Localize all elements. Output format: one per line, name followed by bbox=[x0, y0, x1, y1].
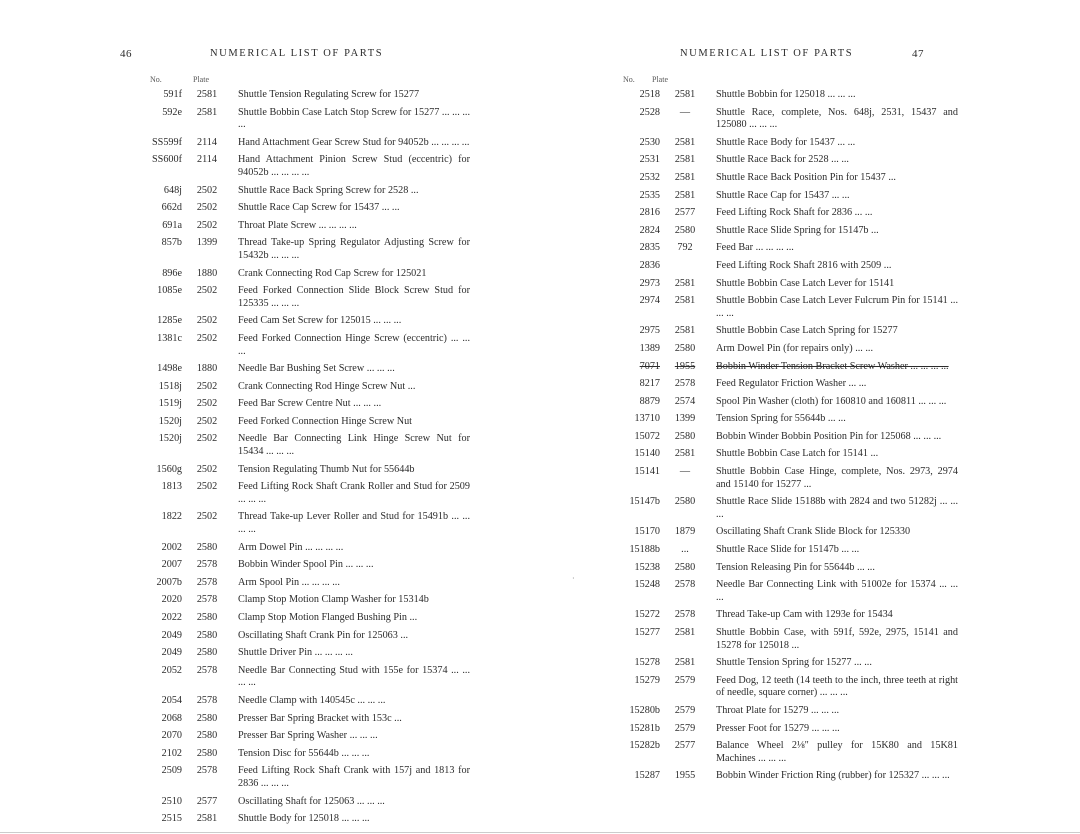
bottom-rule bbox=[0, 832, 1080, 833]
part-number: 15281b bbox=[629, 722, 660, 734]
part-number: 8879 bbox=[639, 395, 660, 407]
part-description: Presser Bar Spring Washer ... ... ... bbox=[238, 730, 378, 742]
part-row bbox=[608, 627, 958, 652]
part-row bbox=[608, 89, 958, 102]
part-number: 2020 bbox=[161, 594, 182, 606]
part-number: 591f bbox=[163, 89, 182, 100]
part-description: Shuttle Body for 125018 ... ... ... bbox=[238, 813, 370, 825]
part-number: 2007 bbox=[161, 559, 182, 571]
part-number: 1389 bbox=[639, 342, 660, 354]
part-number: 15279 bbox=[634, 674, 660, 686]
plate-number: — bbox=[679, 106, 691, 118]
part-number: 1520j bbox=[158, 433, 182, 445]
plate-number: 2578 bbox=[674, 378, 696, 390]
plate-number: 2580 bbox=[674, 496, 696, 508]
part-number: 15140 bbox=[634, 448, 660, 460]
part-row bbox=[130, 268, 470, 281]
part-description: Arm Dowel Pin ... ... ... ... bbox=[238, 541, 344, 553]
part-row bbox=[608, 225, 958, 238]
part-row bbox=[608, 496, 958, 521]
plate-number: 1399 bbox=[196, 237, 218, 249]
part-number: 2518 bbox=[639, 89, 660, 100]
part-row bbox=[130, 695, 470, 708]
part-row bbox=[608, 723, 958, 736]
part-row bbox=[130, 220, 470, 233]
plate-number: 2114 bbox=[197, 154, 217, 166]
plate-number: 1879 bbox=[674, 526, 696, 538]
plate-number: 2581 bbox=[674, 89, 696, 100]
part-description: Oscillating Shaft for 125063 ... ... ... bbox=[238, 795, 385, 807]
part-row bbox=[608, 190, 958, 203]
part-row bbox=[608, 107, 958, 132]
part-number: 2068 bbox=[161, 712, 182, 724]
left-col-no-heading: No. bbox=[150, 75, 162, 84]
part-row bbox=[130, 647, 470, 660]
plate-number: 2580 bbox=[674, 342, 696, 354]
right-page-number: 47 bbox=[912, 48, 924, 60]
plate-number: 1880 bbox=[196, 363, 218, 375]
part-number: 2528 bbox=[639, 106, 660, 118]
plate-number: 2579 bbox=[674, 674, 696, 686]
plate-number: 1399 bbox=[674, 413, 696, 425]
plate-number: 2578 bbox=[196, 694, 218, 706]
part-row bbox=[608, 172, 958, 185]
part-row bbox=[608, 657, 958, 670]
part-description: Presser Foot for 15279 ... ... ... bbox=[716, 722, 840, 734]
plate-number: 2574 bbox=[674, 395, 696, 407]
part-description: Feed Lifting Rock Shaft Crank with 157j and 1813 for 2836 ... ... ... bbox=[238, 765, 470, 789]
plate-number: 2502 bbox=[196, 315, 218, 327]
part-description: Shuttle Bobbin Case Latch Lever for 15141 bbox=[716, 277, 895, 289]
plate-number: 2581 bbox=[674, 154, 696, 166]
plate-number: 2502 bbox=[196, 511, 218, 523]
part-number: 2509 bbox=[161, 765, 182, 777]
part-number: 2824 bbox=[639, 224, 660, 236]
plate-number: 2579 bbox=[674, 704, 696, 716]
part-number: 2515 bbox=[161, 813, 182, 825]
plate-number: 2577 bbox=[196, 795, 218, 807]
part-number: 15170 bbox=[634, 526, 660, 538]
part-row bbox=[608, 378, 958, 391]
plate-number: 2580 bbox=[196, 747, 218, 759]
part-description: Shuttle Bobbin Case Latch for 15141 ... bbox=[716, 448, 879, 460]
part-description: Arm Spool Pin ... ... ... ... bbox=[238, 576, 340, 588]
plate-number: 2580 bbox=[196, 712, 218, 724]
part-description: Arm Dowel Pin (for repairs only) ... ... bbox=[716, 342, 874, 354]
part-row bbox=[608, 675, 958, 700]
part-number: 2816 bbox=[639, 207, 660, 219]
part-row bbox=[608, 242, 958, 255]
part-row bbox=[130, 713, 470, 726]
part-number: 2835 bbox=[639, 242, 660, 254]
part-row bbox=[608, 343, 958, 356]
plate-number: 2502 bbox=[196, 332, 218, 344]
part-number: 15147b bbox=[629, 496, 660, 508]
part-row bbox=[130, 665, 470, 690]
part-row bbox=[608, 325, 958, 338]
part-description: Bobbin Winder Friction Ring (rubber) for 125327 ... ... ... bbox=[716, 770, 950, 782]
part-description: Needle Clamp with 140545c ... ... ... bbox=[238, 694, 386, 706]
part-description: Presser Bar Spring Bracket with 153c ... bbox=[238, 712, 402, 724]
part-description: Tension Regulating Thumb Nut for 55644b bbox=[238, 463, 415, 475]
left-col-plate-heading: Plate bbox=[193, 75, 209, 84]
part-description: Shuttle Driver Pin ... ... ... ... bbox=[238, 647, 353, 659]
part-number: 648j bbox=[163, 184, 182, 196]
part-description: Crank Connecting Rod Hinge Screw Nut ... bbox=[238, 380, 416, 392]
plate-number: 2581 bbox=[674, 277, 696, 289]
plate-number: 2502 bbox=[196, 184, 218, 196]
plate-number: 2581 bbox=[674, 448, 696, 460]
plate-number: 2580 bbox=[196, 541, 218, 553]
left-running-head: NUMERICAL LIST OF PARTS bbox=[210, 48, 384, 59]
part-number: 2102 bbox=[161, 747, 182, 759]
plate-number: 2581 bbox=[674, 136, 696, 148]
part-row bbox=[130, 433, 470, 458]
part-row bbox=[608, 154, 958, 167]
part-row bbox=[608, 770, 958, 783]
part-row bbox=[130, 748, 470, 761]
part-number: 15188b bbox=[629, 544, 660, 556]
part-row bbox=[608, 609, 958, 622]
plate-number: 2502 bbox=[196, 285, 218, 297]
plate-number: — bbox=[679, 466, 691, 478]
part-row bbox=[130, 315, 470, 328]
part-description: Bobbin Winder Tension Bracket Screw Washer ... ... ... ... bbox=[716, 360, 949, 372]
plate-number: 2580 bbox=[674, 224, 696, 236]
plate-number: 2581 bbox=[674, 171, 696, 183]
part-number: 15072 bbox=[634, 430, 660, 442]
part-number: 15287 bbox=[634, 770, 660, 782]
part-number: 2022 bbox=[161, 612, 182, 623]
part-description: Oscillating Shaft Crank Slide Block for 125330 bbox=[716, 526, 911, 538]
part-number: 2530 bbox=[639, 136, 660, 148]
part-row bbox=[608, 448, 958, 461]
part-description: Feed Dog, 12 teeth (14 teeth to the inch, three teeth at right of needle, square corner) ... ... ... bbox=[716, 674, 958, 699]
part-row bbox=[130, 464, 470, 477]
part-number: 13710 bbox=[634, 413, 660, 425]
plate-number: 1955 bbox=[674, 360, 696, 372]
part-description: Shuttle Bobbin Case Latch Stop Screw for 15277 ... ... ... ... bbox=[238, 106, 470, 131]
part-description: Bobbin Winder Spool Pin ... ... ... bbox=[238, 559, 374, 571]
part-row bbox=[130, 481, 470, 506]
part-description: Feed Regulator Friction Washer ... ... bbox=[716, 378, 867, 390]
part-description: Thread Take-up Cam with 1293e for 15434 bbox=[716, 609, 893, 621]
part-number: 2002 bbox=[161, 541, 182, 553]
part-row bbox=[130, 796, 470, 809]
plate-number: 2581 bbox=[196, 813, 218, 825]
plate-number: 2502 bbox=[196, 415, 218, 427]
part-description: Shuttle Race Slide for 15147b ... ... bbox=[716, 544, 860, 556]
plate-number: 2502 bbox=[196, 219, 218, 231]
right-parts-list bbox=[608, 89, 958, 788]
plate-number: 2114 bbox=[197, 136, 217, 148]
part-number: 1285e bbox=[157, 315, 182, 327]
part-number: 592e bbox=[162, 106, 182, 118]
part-number: 1520j bbox=[158, 415, 182, 427]
plate-number: 2580 bbox=[196, 647, 218, 659]
part-row bbox=[608, 260, 958, 273]
part-row bbox=[130, 89, 470, 102]
part-description: Shuttle Race Cap Screw for 15437 ... ... bbox=[238, 202, 400, 214]
part-description: Needle Bar Connecting Link Hinge Screw Nut for 15434 ... ... ... bbox=[238, 433, 470, 458]
part-row bbox=[130, 381, 470, 394]
right-page bbox=[540, 0, 1080, 834]
part-description: Shuttle Race Slide 15188b with 2824 and two 51282j ... ... ... bbox=[716, 496, 958, 520]
part-row bbox=[130, 542, 470, 555]
plate-number: 2581 bbox=[674, 657, 696, 669]
part-number: 2052 bbox=[161, 664, 182, 676]
part-row bbox=[608, 544, 958, 557]
part-row bbox=[608, 361, 958, 374]
plate-number: 1880 bbox=[196, 267, 218, 279]
plate-number: ... bbox=[681, 544, 689, 556]
right-col-plate-heading: Plate bbox=[652, 75, 668, 84]
part-row bbox=[130, 185, 470, 198]
part-number: 1381c bbox=[157, 332, 182, 344]
part-row bbox=[608, 705, 958, 718]
part-number: 15278 bbox=[634, 657, 660, 669]
part-number: 1813 bbox=[161, 481, 182, 493]
plate-number: 2581 bbox=[196, 89, 218, 100]
part-number: 15272 bbox=[634, 609, 660, 621]
part-description: Feed Forked Connection Hinge Screw Nut bbox=[238, 415, 413, 427]
plate-number: 2580 bbox=[196, 730, 218, 742]
part-number: 15248 bbox=[634, 579, 660, 591]
plate-number: 2578 bbox=[674, 609, 696, 621]
part-number: 2535 bbox=[639, 189, 660, 201]
part-number: 1519j bbox=[158, 398, 182, 410]
part-number: 15277 bbox=[634, 627, 660, 638]
plate-number: 2578 bbox=[196, 664, 218, 676]
plate-number: 2502 bbox=[196, 481, 218, 493]
plate-number: 2581 bbox=[674, 189, 696, 201]
left-parts-list bbox=[130, 89, 470, 831]
part-number: 2049 bbox=[161, 647, 182, 659]
part-number: 15141 bbox=[634, 466, 660, 478]
part-description: Balance Wheel 2⅛" pulley for 15K80 and 15K81 Machines ... ... ... bbox=[716, 740, 958, 764]
part-row bbox=[608, 526, 958, 539]
part-number: SS600f bbox=[151, 154, 182, 166]
part-number: 2049 bbox=[161, 629, 182, 641]
part-row bbox=[130, 612, 470, 625]
part-row bbox=[130, 594, 470, 607]
part-description: Clamp Stop Motion Flanged Bushing Pin ... bbox=[238, 612, 418, 623]
part-number: 1560g bbox=[156, 463, 182, 475]
part-description: Throat Plate for 15279 ... ... ... bbox=[716, 704, 840, 716]
right-col-no-heading: No. bbox=[623, 75, 635, 84]
part-row bbox=[608, 740, 958, 765]
part-row bbox=[130, 333, 470, 358]
part-row bbox=[130, 363, 470, 376]
part-number: 2532 bbox=[639, 171, 660, 183]
plate-number: 792 bbox=[677, 242, 693, 254]
part-number: 1498e bbox=[157, 363, 182, 375]
part-row bbox=[608, 295, 958, 320]
plate-number: 2577 bbox=[674, 740, 696, 752]
plate-number: 2578 bbox=[196, 576, 218, 588]
plate-number: 2580 bbox=[674, 561, 696, 573]
part-description: Hand Attachment Gear Screw Stud for 94052b ... ... ... ... bbox=[238, 136, 470, 148]
plate-number: 1955 bbox=[674, 770, 696, 782]
part-row bbox=[608, 396, 958, 409]
right-running-head: NUMERICAL LIST OF PARTS bbox=[680, 48, 854, 59]
part-description: Shuttle Tension Regulating Screw for 15277 bbox=[238, 89, 420, 100]
plate-number: 2579 bbox=[674, 722, 696, 734]
plate-number: 2502 bbox=[196, 463, 218, 475]
part-description: Crank Connecting Rod Cap Screw for 125021 bbox=[238, 267, 427, 279]
part-row bbox=[130, 237, 470, 262]
part-description: Shuttle Bobbin Case Latch Spring for 15277 bbox=[716, 325, 898, 337]
part-description: Feed Forked Connection Hinge Screw (eccentric) ... ... ... bbox=[238, 332, 470, 357]
part-description: Bobbin Winder Bobbin Position Pin for 125068 ... ... ... bbox=[716, 430, 942, 442]
plate-number: 2581 bbox=[674, 325, 696, 337]
part-number: 662d bbox=[161, 202, 182, 214]
part-description: Shuttle Race Back for 2528 ... ... bbox=[716, 154, 849, 166]
plate-number: 2581 bbox=[674, 627, 696, 638]
plate-number: 2578 bbox=[196, 594, 218, 606]
part-row bbox=[130, 813, 470, 826]
part-row bbox=[130, 202, 470, 215]
part-number: 896e bbox=[162, 267, 182, 279]
part-description: Shuttle Bobbin for 125018 ... ... ... bbox=[716, 89, 856, 100]
part-number: 2973 bbox=[639, 277, 660, 289]
left-page-number: 46 bbox=[120, 48, 132, 60]
part-description: Tension Releasing Pin for 55644b ... ... bbox=[716, 561, 875, 573]
part-description: Tension Spring for 55644b ... ... bbox=[716, 413, 846, 425]
part-number: 15280b bbox=[629, 704, 660, 716]
part-description: Needle Bar Connecting Link with 51002e for 15374 ... ... ... bbox=[716, 579, 958, 603]
part-row bbox=[130, 511, 470, 536]
part-row bbox=[130, 765, 470, 790]
plate-number: 2502 bbox=[196, 380, 218, 392]
plate-number: 2580 bbox=[196, 629, 218, 641]
plate-number: 2578 bbox=[196, 559, 218, 571]
part-number: 2007b bbox=[156, 576, 182, 588]
part-description: Oscillating Shaft Crank Pin for 125063 ... bbox=[238, 629, 409, 641]
part-description: Feed Lifting Rock Shaft 2816 with 2509 ... bbox=[716, 259, 892, 271]
part-description: Thread Take-up Spring Regulator Adjusting Screw for 15432b ... ... ... bbox=[238, 237, 470, 261]
part-number: 2531 bbox=[639, 154, 660, 166]
part-row bbox=[130, 416, 470, 429]
part-description: Shuttle Race Back Spring Screw for 2528 ... bbox=[238, 184, 419, 196]
part-number: SS599f bbox=[151, 136, 182, 148]
plate-number: 2502 bbox=[196, 433, 218, 445]
plate-number: 2577 bbox=[674, 207, 696, 219]
part-description: Feed Bar ... ... ... ... bbox=[716, 242, 794, 254]
plate-number: 2578 bbox=[674, 579, 696, 591]
part-number: 2974 bbox=[639, 295, 660, 307]
part-number: 15238 bbox=[634, 561, 660, 573]
part-row bbox=[130, 137, 470, 150]
part-description: Shuttle Race Cap for 15437 ... ... bbox=[716, 189, 850, 201]
plate-number: 2502 bbox=[196, 398, 218, 410]
part-row bbox=[608, 431, 958, 444]
part-row bbox=[130, 559, 470, 572]
part-number: 1822 bbox=[161, 511, 182, 523]
part-number: 15282b bbox=[629, 740, 660, 752]
plate-number: 2580 bbox=[674, 430, 696, 442]
part-description: Shuttle Race, complete, Nos. 648j, 2531, 15437 and 125080 ... ... ... bbox=[716, 106, 958, 131]
part-number: 2510 bbox=[161, 795, 182, 807]
part-description: Hand Attachment Pinion Screw Stud (eccentric) for 94052b ... ... ... ... bbox=[238, 154, 470, 178]
part-row bbox=[608, 207, 958, 220]
part-description: Spool Pin Washer (cloth) for 160810 and 160811 ... ... ... bbox=[716, 395, 947, 407]
part-row bbox=[130, 398, 470, 411]
gutter-mark: · bbox=[572, 574, 575, 583]
part-number: 2054 bbox=[161, 694, 182, 706]
plate-number: 2581 bbox=[674, 295, 696, 307]
part-row bbox=[130, 154, 470, 179]
part-number: 2836 bbox=[639, 259, 660, 271]
part-description: Clamp Stop Motion Clamp Washer for 15314b bbox=[238, 594, 429, 606]
part-number: 1085e bbox=[157, 285, 182, 297]
part-number: 7071 bbox=[639, 360, 660, 372]
part-description: Shuttle Race Back Position Pin for 15437 ... bbox=[716, 171, 896, 183]
part-number: 2070 bbox=[161, 730, 182, 742]
plate-number: 2502 bbox=[196, 202, 218, 214]
part-row bbox=[130, 107, 470, 132]
part-row bbox=[130, 730, 470, 743]
part-row bbox=[130, 285, 470, 310]
part-number: 1518j bbox=[158, 380, 182, 392]
plate-number: 2581 bbox=[196, 106, 218, 118]
part-description: Feed Bar Screw Centre Nut ... ... ... bbox=[238, 398, 382, 410]
part-number: 8217 bbox=[639, 378, 660, 390]
part-description: Feed Lifting Rock Shaft Crank Roller and Stud for 2509 ... ... ... bbox=[238, 481, 470, 505]
part-row bbox=[130, 630, 470, 643]
part-description: Shuttle Bobbin Case Latch Lever Fulcrum Pin for 15141 ... ... ... bbox=[716, 295, 958, 319]
part-description: Shuttle Race Body for 15437 ... ... bbox=[716, 136, 856, 148]
part-row bbox=[608, 278, 958, 291]
part-row bbox=[608, 579, 958, 604]
part-row bbox=[130, 577, 470, 590]
plate-number: 2578 bbox=[196, 765, 218, 777]
part-number: 2975 bbox=[639, 325, 660, 337]
part-description: Shuttle Bobbin Case Hinge, complete, Nos. 2973, 2974 and 15140 for 15277 ... bbox=[716, 466, 958, 490]
part-row bbox=[608, 137, 958, 150]
part-number: 691a bbox=[162, 219, 182, 231]
part-description: Feed Lifting Rock Shaft for 2836 ... ... bbox=[716, 207, 873, 219]
part-description: Feed Forked Connection Slide Block Screw Stud for 125335 ... ... ... bbox=[238, 285, 470, 309]
part-row bbox=[608, 466, 958, 491]
part-row bbox=[608, 562, 958, 575]
part-description: Tension Disc for 55644b ... ... ... bbox=[238, 747, 370, 759]
part-row bbox=[608, 413, 958, 426]
part-description: Needle Bar Connecting Stud with 155e for 15374 ... ... ... ... bbox=[238, 664, 470, 689]
part-description: Needle Bar Bushing Set Screw ... ... ... bbox=[238, 363, 395, 375]
part-description: Shuttle Race Slide Spring for 15147b ... bbox=[716, 224, 879, 236]
plate-number: 2580 bbox=[196, 612, 218, 623]
part-number: 857b bbox=[161, 237, 182, 249]
part-description: Thread Take-up Lever Roller and Stud for 15491b ... ... ... ... bbox=[238, 511, 470, 536]
part-description: Throat Plate Screw ... ... ... ... bbox=[238, 219, 357, 231]
part-description: Shuttle Tension Spring for 15277 ... ... bbox=[716, 657, 872, 669]
part-description: Feed Cam Set Screw for 125015 ... ... ... bbox=[238, 315, 402, 327]
part-description: Shuttle Bobbin Case, with 591f, 592e, 2975, 15141 and 15278 for 125018 ... bbox=[716, 627, 958, 651]
